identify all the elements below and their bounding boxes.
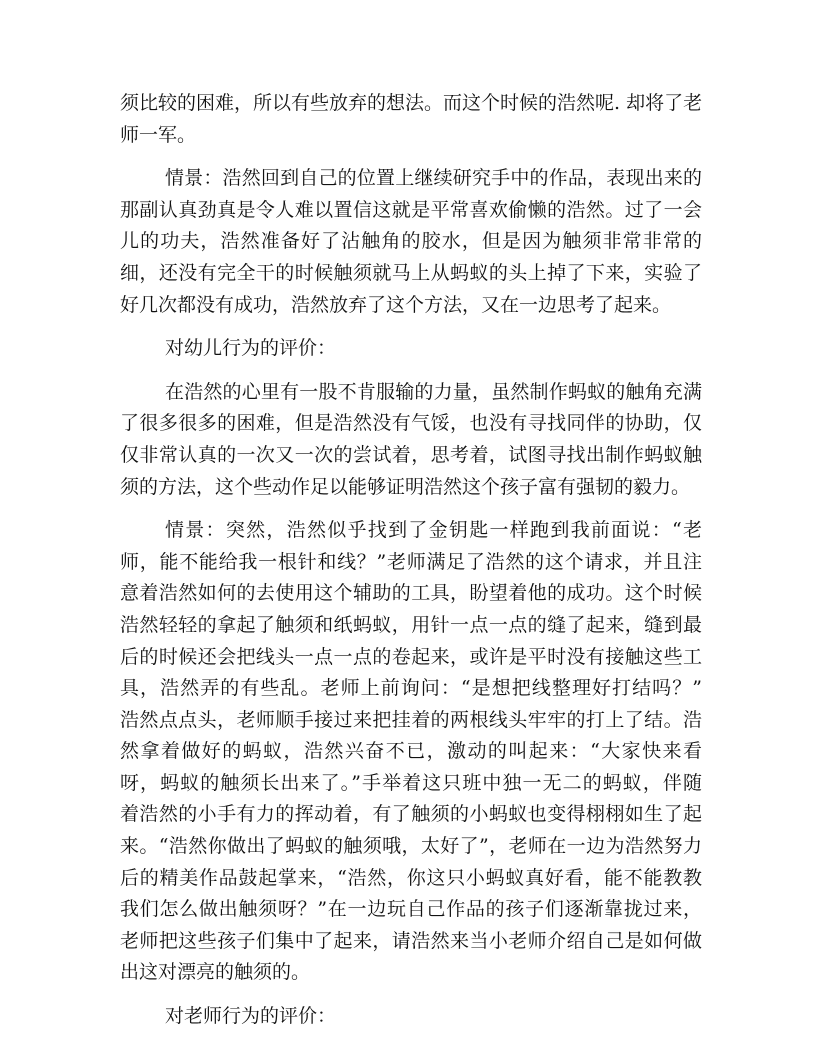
text-line: 具，浩然弄的有些乱。老师上前询问：“是想把线整理好打结吗？” bbox=[120, 677, 702, 700]
paragraph-scene-2 bbox=[120, 515, 702, 989]
text-line: 仅非常认真的一次又一次的尝试着，思考着，试图寻找出制作蚂蚁触 bbox=[120, 443, 702, 466]
text-line: 情景：突然，浩然似乎找到了金钥匙一样跑到我前面说：“老 bbox=[165, 519, 702, 542]
text-line: 师一军。 bbox=[120, 123, 197, 146]
text-line: 须比较的困难，所以有些放弃的想法。而这个时候的浩然呢. 却将了老 bbox=[120, 92, 703, 114]
text-line: 了很多很多的困难，但是浩然没有气馁，也没有寻找同伴的协助，仅 bbox=[120, 412, 702, 435]
text-line: 浩然点点头，老师顺手接过来把挂着的两根线头牢牢的打上了结。浩 bbox=[120, 708, 702, 731]
text-line: 呀，蚂蚁的触须长出来了。”手举着这只班中独一无二的蚂蚁，伴随 bbox=[120, 771, 702, 794]
text-line: 须的方法，这个些动作足以能够证明浩然这个孩子富有强韧的毅力。 bbox=[120, 475, 691, 498]
text-line: 意着浩然如何的去使用这个辅助的工具，盼望着他的成功。这个时候 bbox=[120, 582, 702, 605]
text-line: 好几次都没有成功，浩然放弃了这个方法，又在一边思考了起来。 bbox=[120, 293, 672, 316]
text-line: 那副认真劲真是令人难以置信这就是平常喜欢偷懒的浩然。过了一会 bbox=[120, 198, 702, 221]
text-line: 后的精美作品鼓起掌来，“浩然，你这只小蚂蚁真好看，能不能教教 bbox=[120, 866, 702, 889]
text-line: 我们怎么做出触须呀？”在一边玩自己作品的孩子们逐渐靠拢过来， bbox=[120, 898, 702, 921]
text-line: 后的时候还会把线头一点一点的卷起来，或许是平时没有接触这些工 bbox=[120, 645, 702, 668]
text-line: 浩然轻轻的拿起了触须和纸蚂蚁，用针一点一点的缝了起来，缝到最 bbox=[120, 613, 702, 636]
document-page bbox=[120, 88, 702, 1045]
text-line: 对老师行为的评价： bbox=[165, 1005, 337, 1028]
text-line: 出这对漂亮的触须的。 bbox=[120, 961, 311, 984]
text-line: 然拿着做好的蚂蚁，浩然兴奋不已，激动的叫起来：“大家快来看 bbox=[120, 740, 702, 763]
text-line: 在浩然的心里有一股不肯服输的力量，虽然制作蚂蚁的触角充满 bbox=[165, 380, 702, 403]
heading-child-behavior-evaluation bbox=[120, 333, 702, 365]
heading-teacher-behavior-evaluation bbox=[120, 1001, 702, 1033]
text-line: 师，能不能给我一根针和线？”老师满足了浩然的这个请求，并且注 bbox=[120, 550, 702, 573]
text-line: 来。“浩然你做出了蚂蚁的触须哦，太好了”，老师在一边为浩然努力 bbox=[120, 835, 702, 858]
text-line: 情景：浩然回到自己的位置上继续研究手中的作品，表现出来的 bbox=[165, 167, 702, 190]
text-line: 老师把这些孩子们集中了起来，请浩然来当小老师介绍自己是如何做 bbox=[120, 929, 702, 952]
text-line: 细，还没有完全干的时候触须就马上从蚂蚁的头上掉了下来，实验了 bbox=[120, 261, 702, 284]
paragraph-scene-1 bbox=[120, 163, 702, 321]
text-line: 对幼儿行为的评价： bbox=[165, 337, 337, 360]
text-line: 着浩然的小手有力的挥动着，有了触须的小蚂蚁也变得栩栩如生了起 bbox=[120, 803, 702, 826]
paragraph-evaluation-body bbox=[120, 377, 702, 503]
paragraph-continuation bbox=[120, 88, 702, 151]
text-line: 儿的功夫，浩然准备好了沾触角的胶水，但是因为触须非常非常的 bbox=[120, 230, 702, 253]
